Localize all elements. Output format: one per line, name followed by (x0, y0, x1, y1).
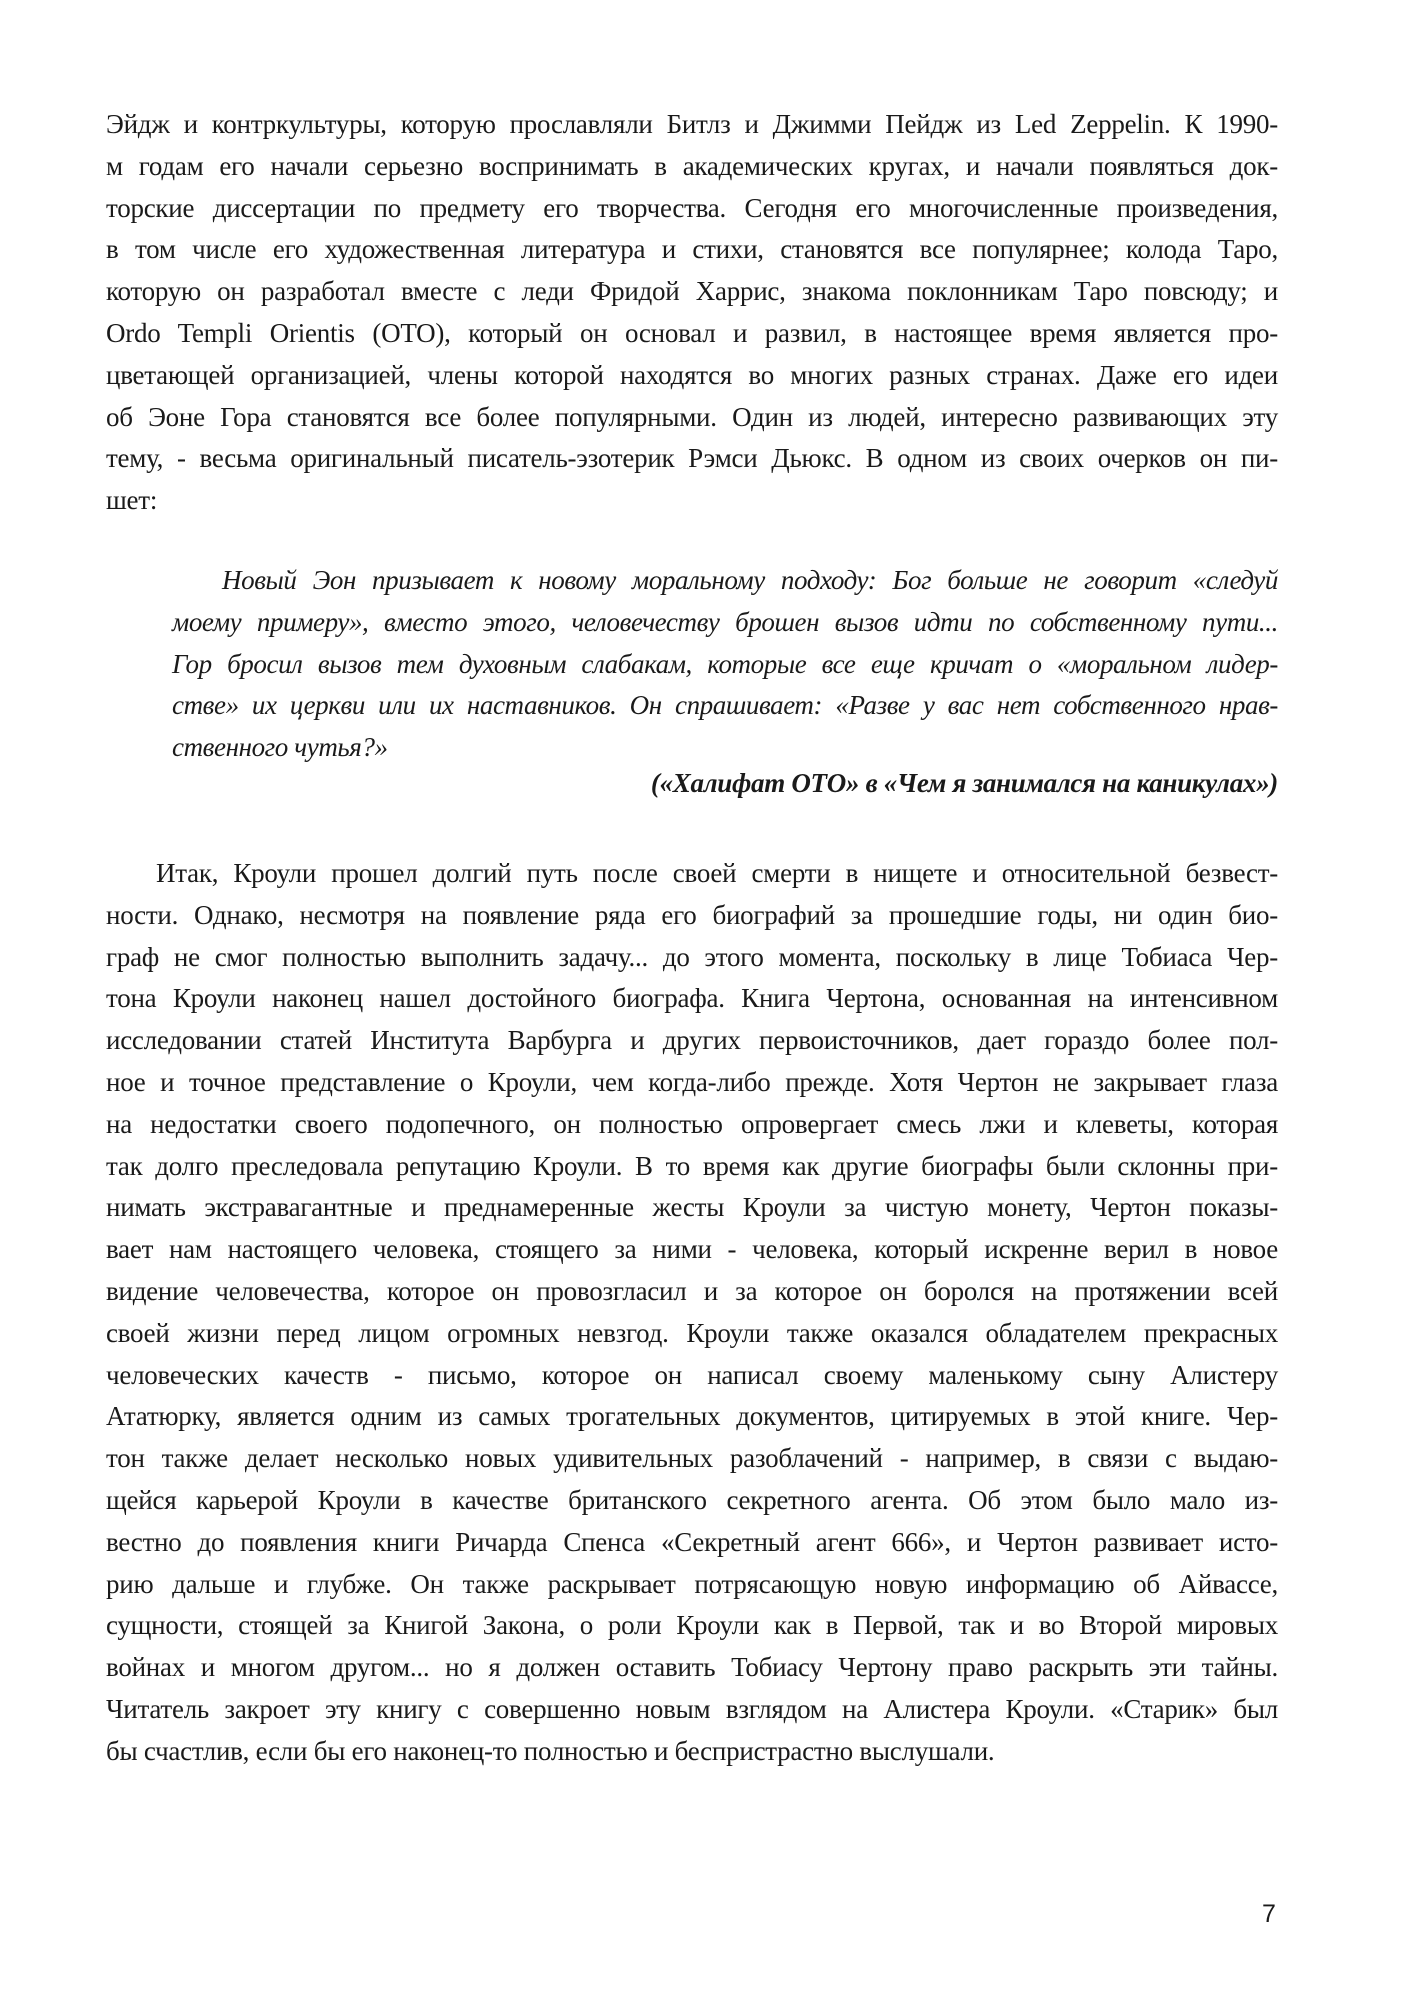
text-line: войнах и многом другом... но я должен оставить Тобиасу Чертону право раскрыть эти тайны. (106, 1652, 1278, 1683)
text-line: вестно до появления книги Ричарда Спенса «Секретный агент 666», и Чертон развивает исто- (106, 1526, 1278, 1557)
text-line: Итак, Кроули прошел долгий путь после своей смерти в нищете и относительной безвест- (156, 858, 1278, 888)
text-line: вает нам настоящего человека, стоящего за ними - человека, который искренне верил в новое (106, 1234, 1278, 1265)
paragraph-2 (106, 853, 1278, 1773)
text-line: м годам его начали серьезно воспринимать в академических кругах, и начали появляться док- (106, 150, 1278, 181)
text-line: Эйдж и контркультуры, которую прославляли Битлз и Джимми Пейдж из Led Zeppelin. К 1990- (106, 109, 1278, 139)
text-line: торские диссертации по предмету его творчества. Сегодня его многочисленные произведения, (106, 192, 1278, 223)
text-line: нимать экстравагантные и преднамеренные жесты Кроули за чистую монету, Чертон показы- (106, 1192, 1278, 1223)
text-line: на недостатки своего подопечного, он полностью опровергает смесь лжи и клеветы, которая (106, 1108, 1278, 1139)
text-line: граф не смог полностью выполнить задачу... до этого момента, поскольку в лице Тобиаса Чер- (106, 941, 1278, 972)
text-line: моему примеру», вместо этого, человечеству брошен вызов идти по собственному пути... (172, 606, 1278, 637)
text-line: тона Кроули наконец нашел достойного биографа. Книга Чертона, основанная на интенсивном (106, 983, 1278, 1014)
text-line: тон также делает несколько новых удивительных разоблачений - например, в связи с выдаю- (106, 1443, 1278, 1474)
text-line: шет: (106, 485, 158, 516)
text-line: Ordo Templi Orientis (OTO), который он основал и развил, в настоящее время является про- (106, 317, 1278, 348)
text-line: ственного чутья?» (172, 732, 388, 763)
text-line: в том числе его художественная литература и стихи, становятся все популярнее; колода Таро, (106, 234, 1278, 265)
text-line: Гор бросил вызов тем духовным слабакам, которые все еще кричат о «моральном лидер- (172, 648, 1278, 679)
text-line: ное и точное представление о Кроули, чем когда-либо прежде. Хотя Чертон не закрывает глаза (106, 1066, 1278, 1097)
text-line: исследовании статей Института Варбурга и других первоисточников, дает гораздо более пол- (106, 1025, 1278, 1056)
paragraph-1 (106, 104, 1278, 522)
block-quote (172, 560, 1278, 769)
text-line: Ататюрку, является одним из самых трогательных документов, цитируемых в этой книге. Чер- (106, 1401, 1278, 1432)
text-line: бы счастлив, если бы его наконец-то полностью и беспристрастно выслушали. (106, 1735, 995, 1766)
text-line: Новый Эон призывает к новому моральному подходу: Бог больше не говорит «следуй (222, 565, 1278, 595)
text-line: щейся карьерой Кроули в качестве британского секретного агента. Об этом было мало из- (106, 1484, 1278, 1515)
page-number: 7 (1262, 1900, 1276, 1928)
text-line: своей жизни перед лицом огромных невзгод. Кроули также оказался обладателем прекрасных (106, 1317, 1278, 1348)
text-line: так долго преследовала репутацию Кроули. В то время как другие биографы были склонны при- (106, 1150, 1278, 1181)
text-line: тему, - весьма оригинальный писатель-эзотерик Рэмси Дьюкс. В одном из своих очерков он пи- (106, 443, 1278, 474)
text-line: стве» их церкви или их наставников. Он спрашивает: «Разве у вас нет собственного нрав- (172, 690, 1278, 721)
text-line: цветающей организацией, члены которой находятся во многих разных странах. Даже его идеи (106, 359, 1278, 390)
quote-attribution: («Халифат ОТО» в «Чем я занимался на каникулах») (650, 768, 1278, 798)
text-line: сущности, стоящей за Книгой Закона, о роли Кроули как в Первой, так и во Второй мировых (106, 1610, 1278, 1641)
text-line: рию дальше и глубже. Он также раскрывает потрясающую новую информацию об Айвассе, (106, 1568, 1278, 1599)
text-line: об Эоне Гора становятся все более популярными. Один из людей, интересно развивающих эту (106, 401, 1278, 432)
text-line: Читатель закроет эту книгу с совершенно новым взглядом на Алистера Кроули. «Старик» был (106, 1693, 1278, 1724)
text-line: которую он разработал вместе с леди Фридой Харрис, знакома поклонникам Таро повсюду; и (106, 276, 1278, 307)
text-line: человеческих качеств - письмо, которое он написал своему маленькому сыну Алистеру (106, 1359, 1278, 1390)
text-line: ности. Однако, несмотря на появление ряда его биографий за прошедшие годы, ни один био- (106, 899, 1278, 930)
text-line: видение человечества, которое он провозгласил и за которое он боролся на протяжении всей (106, 1275, 1278, 1306)
